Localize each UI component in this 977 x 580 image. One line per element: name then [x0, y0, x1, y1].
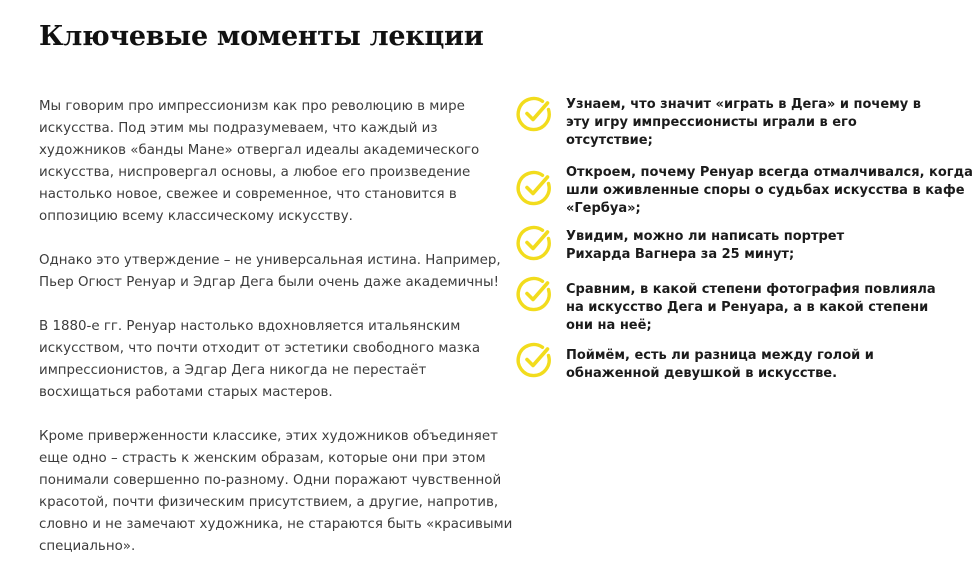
- check-circle-icon: [514, 223, 554, 263]
- section-title: Ключевые моменты лекции: [39, 21, 484, 52]
- paragraph-line: настолько новое, свежее и современное, что становится в: [39, 187, 457, 202]
- key-point-line: Поймём, есть ли разница между голой и: [566, 348, 874, 363]
- key-point-line: на искусство Дега и Ренуара, а в какой степени: [566, 300, 929, 315]
- key-point-line: обнаженной девушкой в искусстве.: [566, 366, 838, 381]
- paragraph-line: В 1880-е гг. Ренуар настолько вдохновляется итальянским: [39, 319, 461, 334]
- paragraph-line: Мы говорим про импрессионизм как про революцию в мире: [39, 99, 465, 114]
- paragraph-line: Однако это утверждение – не универсальная истина. Например,: [39, 253, 501, 268]
- key-point-line: Узнаем, что значит «играть в Дега» и почему в: [566, 97, 921, 112]
- lecture-description: [39, 96, 513, 580]
- key-point-line: они на неё;: [566, 318, 652, 333]
- paragraph-line: Пьер Огюст Ренуар и Эдгар Дега были очень даже академичны!: [39, 275, 499, 290]
- key-point-4: [514, 281, 974, 347]
- paragraph-line: искусства. Под этим мы подразумеваем, что каждый из: [39, 121, 438, 136]
- paragraph-line: красотой, почти физическим присутствием, а другие, напротив,: [39, 495, 499, 510]
- paragraph-line: понимали совершенно по-разному. Одни поражают чувственной: [39, 473, 502, 488]
- paragraph-line: импрессионистов, а Эдгар Дега никогда не перестаёт: [39, 363, 427, 378]
- check-circle-icon: [514, 94, 554, 134]
- key-point-line: шли оживленные споры о судьбах искусства в кафе: [566, 183, 965, 198]
- paragraph-line: еще одно – страсть к женским образам, которые они при этом: [39, 451, 486, 466]
- check-circle-icon: [514, 168, 554, 208]
- key-point-3: [514, 228, 974, 281]
- paragraph-3: [39, 316, 499, 404]
- paragraph-1: [39, 96, 499, 228]
- check-circle-icon: [514, 274, 554, 314]
- paragraph-line: искусством, что почти отходит от эстетики свободного мазка: [39, 341, 481, 356]
- key-points-list: [514, 96, 974, 387]
- paragraph-4: [39, 426, 513, 558]
- key-point-line: эту игру импрессионисты играли в его: [566, 115, 857, 130]
- check-circle-icon: [514, 340, 554, 380]
- key-point-2: [514, 164, 974, 228]
- paragraph-2: [39, 250, 499, 294]
- key-point-line: Увидим, можно ли написать портрет: [566, 229, 845, 244]
- key-point-line: «Гербуа»;: [566, 201, 641, 216]
- paragraph-line: специально».: [39, 539, 136, 554]
- key-point-line: отсутствие;: [566, 133, 653, 148]
- key-point-1: [514, 96, 974, 164]
- paragraph-line: искусства, ниспровергал основы, а любое его произведение: [39, 165, 471, 180]
- key-point-line: Сравним, в какой степени фотография повлияла: [566, 282, 936, 297]
- paragraph-line: оппозицию всему классическому искусству.: [39, 209, 353, 224]
- key-point-5: [514, 347, 974, 387]
- paragraph-line: словно и не замечают художника, не стараются быть «красивыми: [39, 517, 513, 532]
- paragraph-line: восхищаться работами старых мастеров.: [39, 385, 333, 400]
- paragraph-line: Кроме приверженности классике, этих художников объединяет: [39, 429, 498, 444]
- key-point-line: Откроем, почему Ренуар всегда отмалчивался, когда: [566, 165, 973, 180]
- key-point-line: Рихарда Вагнера за 25 минут;: [566, 247, 795, 262]
- paragraph-line: художников «банды Мане» отвергал идеалы академического: [39, 143, 480, 158]
